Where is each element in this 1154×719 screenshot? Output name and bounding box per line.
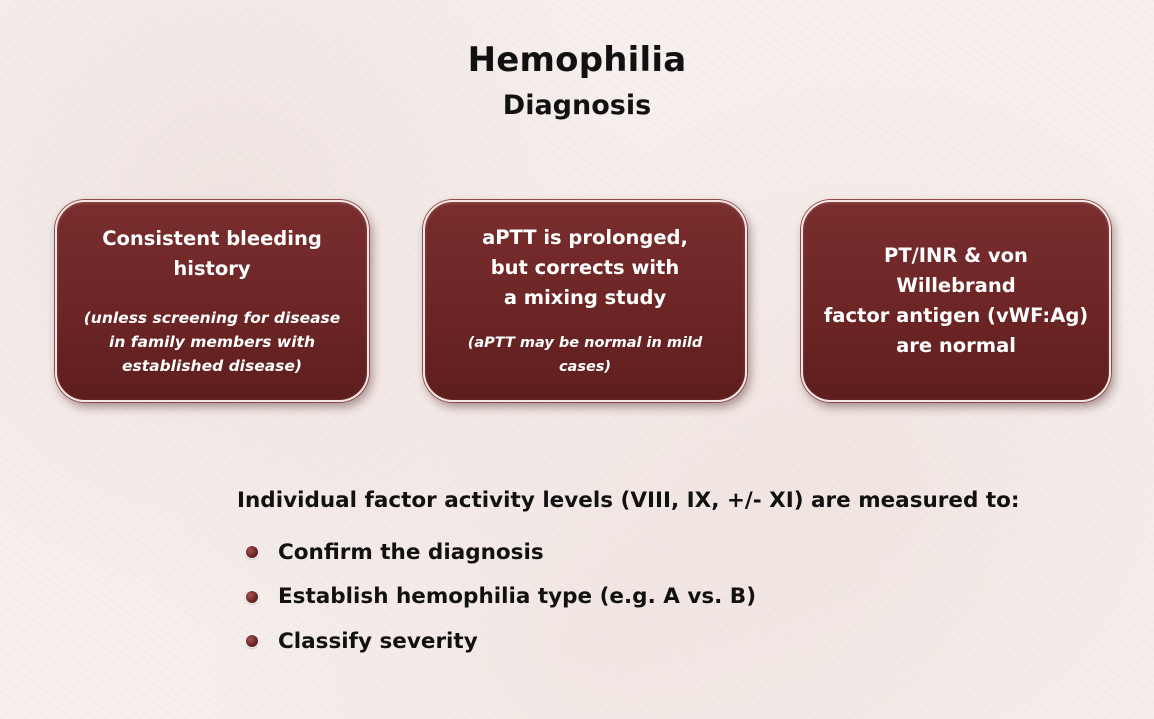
list-item-label: Establish hemophilia type (e.g. A vs. B) [278,584,757,610]
criteria-box-aptt [423,200,747,402]
bullet-icon [246,591,258,603]
bullet-icon [246,546,258,558]
criteria-box-main-text: PT/INR & von Willebrand factor antigen (vWF:Ag) are normal [823,244,1089,357]
criteria-box-note: (aPTT may be normal in mild cases) [467,335,703,375]
criteria-box-bleeding-history [55,200,369,402]
bullet-icon [246,635,258,647]
criteria-box-main-text: Consistent bleeding history [102,227,322,280]
criteria-box-main-text: aPTT is prolonged, but corrects with a mixing study [482,226,688,309]
factor-levels-intro: Individual factor activity levels (VIII, IX, +/- XI) are measured to: [237,488,1020,513]
list-item [246,530,756,575]
criteria-box-pt-vwf [801,200,1111,402]
list-item [246,575,756,620]
list-item-label: Confirm the diagnosis [278,539,544,565]
measurement-purpose-list [246,530,756,664]
slide-title: Hemophilia [467,40,687,80]
list-item-label: Classify severity [278,628,478,654]
criteria-box-note: (unless screening for disease in family members with established disease) [83,309,341,375]
list-item [246,619,756,664]
slide-subtitle: Diagnosis [502,90,652,121]
